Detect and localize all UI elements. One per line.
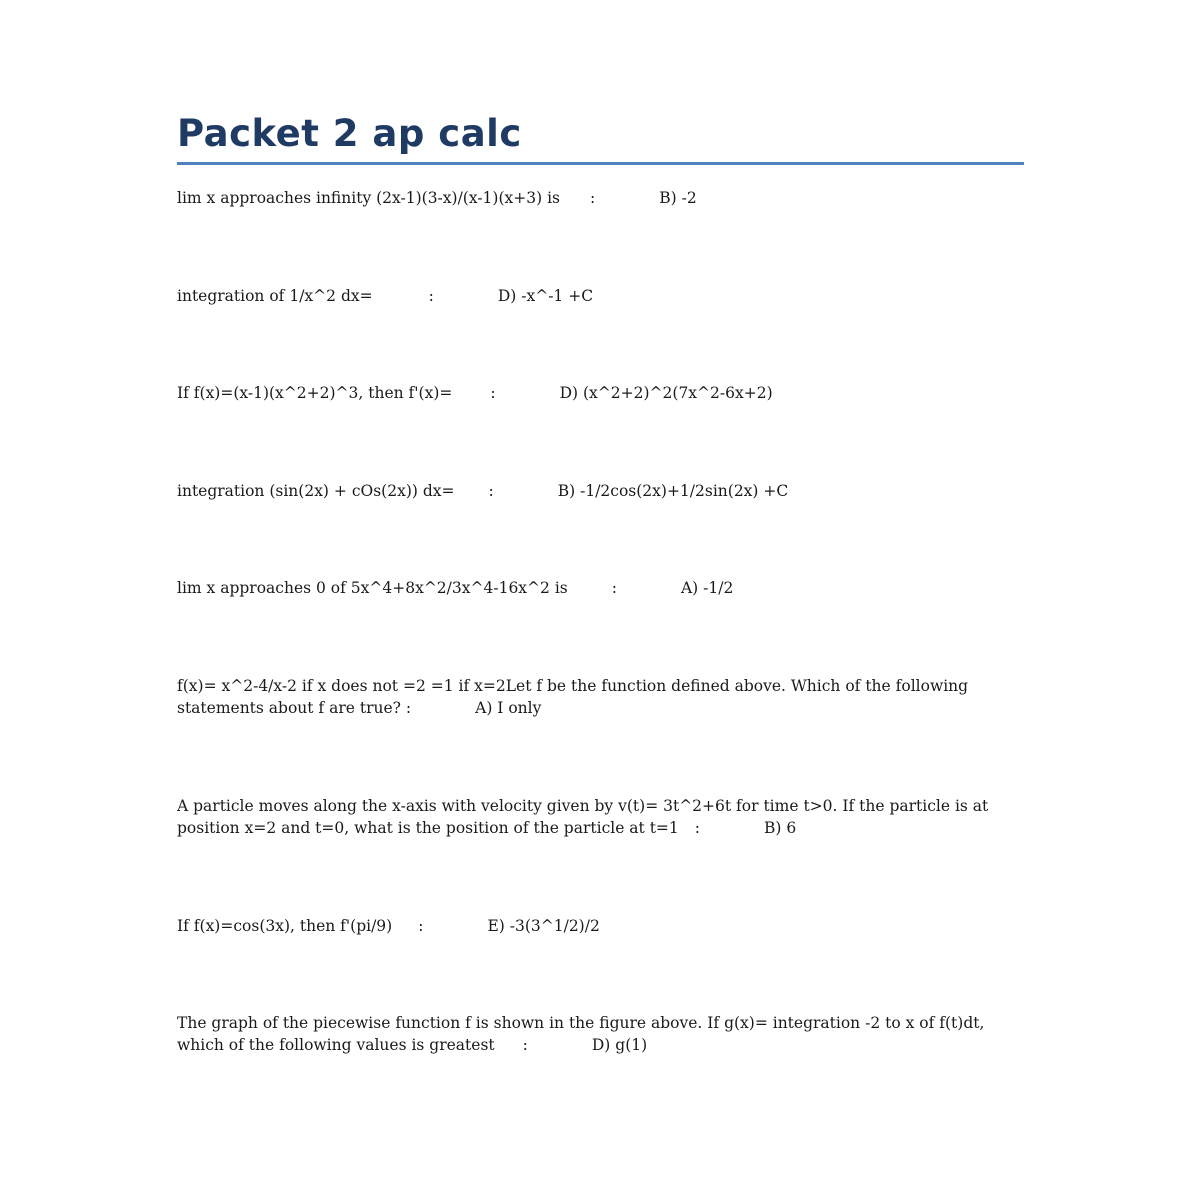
question-item-8	[177, 915, 1024, 937]
question-text: lim x approaches infinity (2x-1)(3-x)/(x-1)(x+3) is	[177, 189, 560, 207]
answer-separator: :	[428, 287, 434, 305]
question-text: If f(x)=cos(3x), then f'(pi/9)	[177, 917, 393, 935]
answer-text: D) (x^2+2)^2(7x^2-6x+2)	[559, 384, 773, 402]
answer-text: E) -3(3^1/2)/2	[487, 917, 600, 935]
answer-text: B) -2	[659, 189, 697, 207]
answer-text: A) -1/2	[680, 579, 734, 597]
question-text: A particle moves along the x-axis with velocity given by v(t)= 3t^2+6t for time t>0. If the particle is at position x=2 and t=0, what is the position of the particle at t=1	[177, 797, 989, 837]
answer-text: A) I only	[475, 699, 542, 717]
question-item-6	[177, 675, 1007, 719]
answer-separator: :	[418, 917, 424, 935]
answer-separator: :	[490, 384, 496, 402]
page-title: Packet 2 ap calc	[177, 112, 522, 155]
answer-separator: :	[488, 482, 494, 500]
question-item-2	[177, 285, 1024, 307]
question-text: f(x)= x^2-4/x-2 if x does not =2 =1 if x=2Let f be the function defined above. Which of the following statements about f are true?	[177, 677, 969, 717]
answer-text: D) g(1)	[591, 1036, 648, 1054]
answer-text: D) -x^-1 +C	[497, 287, 594, 305]
answer-separator: :	[590, 189, 596, 207]
question-text: The graph of the piecewise function f is shown in the figure above. If g(x)= integration -2 to x of f(t)dt, which of the following values is greatest	[177, 1014, 985, 1054]
question-item-9	[177, 1012, 1017, 1056]
question-item-4	[177, 480, 1024, 502]
answer-separator: :	[611, 579, 617, 597]
answer-separator: :	[694, 819, 701, 837]
question-item-7	[177, 795, 1007, 839]
answer-text: B) -1/2cos(2x)+1/2sin(2x) +C	[557, 482, 789, 500]
title-underline	[177, 162, 1024, 165]
question-item-1	[177, 187, 1024, 209]
question-text: If f(x)=(x-1)(x^2+2)^3, then f'(x)=	[177, 384, 453, 402]
answer-separator: :	[522, 1036, 528, 1054]
question-text: integration (sin(2x) + cOs(2x)) dx=	[177, 482, 455, 500]
question-text: lim x approaches 0 of 5x^4+8x^2/3x^4-16x^2 is	[177, 579, 568, 597]
answer-text: B) 6	[764, 819, 797, 837]
question-text: integration of 1/x^2 dx=	[177, 287, 373, 305]
document-page	[177, 108, 1024, 1054]
question-item-5	[177, 577, 1024, 599]
answer-separator: :	[405, 699, 412, 717]
question-item-3	[177, 382, 1024, 404]
